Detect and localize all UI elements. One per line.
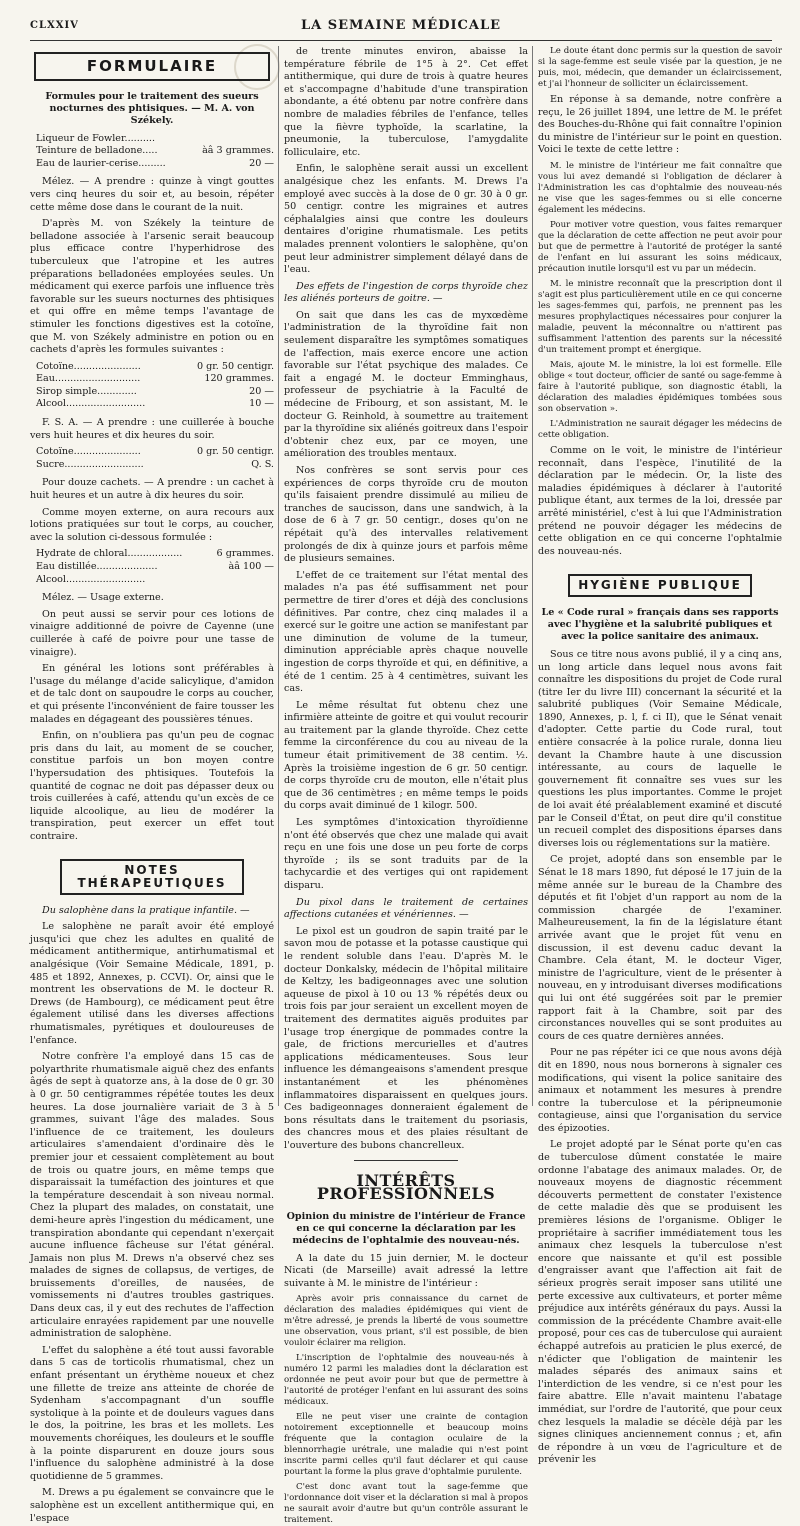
page-number: CLXXIV [30, 19, 79, 31]
quoted-letter: L'Administration ne saurait dégager les médecins de cette obligation. [538, 418, 782, 440]
paragraph: M. Drews a pu également se convaincre que le salophène est un excellent antithermique qui, en l'espace [30, 1487, 274, 1524]
paragraph: Mélez. — A prendre : quinze à vingt gouttes vers cinq heures du soir et, au besoin, répéter cette même dose dans le courant de la nuit. [30, 176, 274, 213]
formula-2 [36, 361, 274, 411]
quoted-letter: M. le ministre de l'intérieur me fait connaître que vous lui avez demandé si l'obligation de déclarer à l'Administration les cas d'ophtalmie des nouveau-nés ne vise que les sages-femmes ou si elle concerne également les médecins. [538, 160, 782, 215]
paragraph: Le pixol est un goudron de sapin traité par le savon mou de potasse et la potasse caustique qui le rendent soluble dans l'eau. D'après M. le docteur Donkalsky, médecin de l'hôpital militaire de Keltzy, les badigeonnages avec une solution aqueuse de pixol à 10 ou 13 % répétés deux ou trois fois par jour seraient un excellent moyen de traitement des dermatites aiguës produites par l'usage trop énergique de pommades contre la gale, de frictions mercurielles et d'autres applications médicamenteuses. Sous leur influence les démangeaisons s'amendent presque instantanément et les phénomènes inflammatoires disparaissent en quelques jours. Ces badigeonnages donneraient également de bons résultats dans le traitement du psoriasis, des chancres mous et des plaies résultant de l'ouverture des bubons chancrelleux. [284, 925, 528, 1151]
formula-line: Liqueur de Fowler.......... [36, 132, 156, 144]
paragraph: On sait que dans les cas de myxœdème l'administration de la thyroïdine fait non seulement disparaître les symptômes somatiques de l'affection, mais exerce encore une action favorable sur l'état psychique des malades. Ce fait a engagé M. le docteur Emminghaus, professeur de psychiatrie à la Faculté de médecine de Fribourg, et son assistant, M. le docteur G. Reinhold, à soumettre au traitement par la thyroïdine six aliénés goitreux dans l'espoir d'obtenir chez eux, par ce moyen, une amélioration des troubles mentaux. [284, 309, 528, 460]
section-heading: Opinion du ministre de l'intérieur de France en ce qui concerne la déclaration par les médecins de l'ophtalmie des nouveau-nés. [286, 1210, 526, 1246]
formula-line: Alcool.......................... [36, 573, 146, 585]
quoted-letter: Après avoir pris connaissance du carnet de déclaration des maladies épidémiques qui vient de m'être adressé, je prends la liberté de vous soumettre une observation, vous priant, s'il est possible, de bien vouloir éclairer ma religion. [284, 1294, 528, 1349]
formula-4 [36, 548, 274, 586]
paragraph: Enfin, le salophène serait aussi un excellent analgésique chez les enfants. M. Drews l'a employé avec succès à la dose de 0 gr. 30 à 0 gr. 50 centigr. contre les migraines et autres céphalalgies ainsi que contre les douleurs dentaires d'origine rhumatismale. Les petits malades prennent volontiers le salophène, qu'on peut leur administrer simplement délayé dans de l'eau. [284, 163, 528, 276]
formula-line: Hydrate de chloral.................. 6 grammes. [36, 548, 274, 560]
quoted-letter: L'inscription de l'ophtalmie des nouveau-nés à numéro 12 parmi les maladies dont la déclaration est ordonnée ne peut avoir pour but que de permettre à l'autorité de protéger l'enfant en lui assurant des soins médicaux. [284, 1353, 528, 1408]
section-heading: Formules pour le traitement des sueurs nocturnes des phtisiques. — M. A. von Székely. [45, 90, 259, 126]
paragraph: Le projet adopté par le Sénat porte qu'en cas de tuberculose dûment constatée le maire ordonne l'abatage des animaux malades. Or, de nouveaux moyens de diagnostic récemment découverts permettent de constater l'existence de cette maladie dès que se produisent les premières lésions de l'organisme. Obliger le propriétaire à sacrifier immédiatement tous les animaux chez lesquels la tuberculose n'est encore que naissante et qu'il est possible d'engraisser avant que l'affection ait fait de sérieux progrès serait imposer sans utilité une perte excessive aux cultivateurs, et porter même préjudice aux intérêts généraux du pays. Aussi la commission de la précédente Chambre avait-elle proposé, pour ces cas de tuberculose qui auraient échappé autrefois au praticien le plus exercé, de n'édicter que l'obligation de maintenir les malades séparés des animaux sains et l'interdiction de les vendre, si ce n'est pour les faire abattre. Elle n'avait maintenu l'abatage immédiat, sur l'ordre de l'autorité, que pour ceux chez lesquels la maladie se décèle déjà par les signes cliniques anciennement connus ; et, afin de répondre à un vœu de l'agriculture et de prévenir les [538, 1139, 782, 1466]
paragraph: Enfin, on n'oubliera pas qu'un peu de cognac pris dans du lait, au moment de se coucher, constitue parfois un bon moyen contre l'hypersudation des phtisiques. Toutefois la quantité de cognac ne doit pas dépasser deux ou trois cuillerées à café, attendu qu'un excès de ce liquide alcoolique, au lieu de modérer la transpiration, peut exercer un effet tout contraire. [30, 730, 274, 842]
paragraph: Le même résultat fut obtenu chez une infirmière atteinte de goitre et qui voulut recourir au traitement par la glande thyroïde. Chez cette femme la circonférence du cou au niveau de la tumeur était primitivement de 38 centim. ½. Après la troisième ingestion de 6 gr. 50 centigr. de corps thyroïde cru de mouton, elle n'était plus que de 36 centimètres ; en même temps le poids du corps avait diminué de 1 kilogr. 500. [284, 699, 528, 812]
formula-line: Sucre.......................... Q. S. [36, 458, 274, 470]
formula-1 [36, 133, 274, 171]
paragraph: L'effet de ce traitement sur l'état mental des malades n'a pas été suffisamment net pour permettre de tirer d'ores et déjà des conclusions définitives. Par contre, chez cinq malades il a exercé sur le goitre une action se manifestant par une diminution de volume de la tumeur, diminution appréciable après chaque nouvelle ingestion de corps thyroïde et qui, en définitive, a été de 1 centim. 25 à 4 centimètres, suivant les cas. [284, 569, 528, 695]
paragraph: En général les lotions sont préférables à l'usage du mélange d'acide salicylique, d'amidon et de talc dont on saupoudre le corps au coucher, et qui présente l'inconvénient de faire tousser les malades en dégageant des poussières ténues. [30, 663, 274, 725]
column-rule-2 [532, 46, 533, 1106]
paragraph: Nos confrères se sont servis pour ces expériences de corps thyroïde cru de mouton qu'ils faisaient prendre dissimulé au milieu de tranches de saucisson, dans une sandwich, à la dose de 6 à 7 gr. 50 centigr., doses qu'on ne répétait qu'à des intervalles relativement prolongés de dix à quinze jours et parfois même de plusieurs semaines. [284, 465, 528, 565]
paragraph: Pour douze cachets. — A prendre : un cachet à huit heures et un autre à dix heures du soir. [30, 477, 274, 502]
interets-professionnels-title: INTÉRÊTS PROFESSIONNELS [316, 1171, 496, 1204]
formula-line: Alcool.......................... 10 — [36, 398, 274, 410]
formula-line: Cotoïne...................... 0 gr. 50 centigr. [36, 360, 274, 372]
paragraph: Mélez. — Usage externe. [42, 592, 164, 604]
paragraph: F. S. A. — A prendre : une cuillerée à bouche vers huit heures et dix heures du soir. [30, 417, 274, 441]
paragraph: Le salophène ne paraît avoir été employé jusqu'ici que chez les adultes en qualité de médicament antithermique, antirhumatismal et analgésique (Voir Semaine Médicale, 1891, p. 485 et 1892, Annexes, p. CCVI). Or, ainsi que le montrent les observations de M. le docteur R. Drews (de Hambourg), ce médicament peut être également utilisé dans les diverses affections rhumatismales, pyrétiques et douloureuses de l'enfance. [30, 921, 274, 1046]
formula-line: Sirop simple............. 20 — [36, 385, 274, 397]
paragraph: Les symptômes d'intoxication thyroïdienne n'ont été observés que chez une malade qui avait reçu en une fois une dose un peu forte de corps thyroïde ; ils se sont traduits par de la tachycardie et des vertiges qui ont rapidement disparu. [284, 817, 528, 891]
formula-line: Teinture de belladone..... àâ 3 grammes. [36, 145, 274, 157]
journal-title: LA SEMAINE MÉDICALE [300, 17, 502, 33]
paragraph: Notre confrère l'a employé dans 15 cas de polyarthrite rhumatismale aiguë chez des enfants âgés de sept à quatorze ans, à la dose de 0 gr. 30 à 0 gr. 50 centigrammes répétée toutes les deux heures. La dose journalière variait de 3 à 5 grammes, suivant l'âge des malades. Sous l'influence de ce traitement, les douleurs articulaires s'amendaient d'ordinaire dès le premier jour et cessaient complètement au bout de trois ou quatre jours, en même temps que disparaissait la tuméfaction des jointures et que la température descendait à son niveau normal. Chez la plupart des malades, on constatait, une demi-heure après l'ingestion du médicament, une transpiration abondante qui cependant n'exerçait aucune influence fâcheuse sur l'état général. Jamais non plus M. Drews n'a observé chez ses malades de signes de collapsus, de vertiges, de bruissements d'oreilles, de nausées, de vomissements ni d'autres troubles gastriques. Dans deux cas, il y eut des rechutes de l'affection articulaire enrayées rapidement par une nouvelle administration de salophène. [30, 1051, 274, 1340]
notes-therapeutiques-title: NOTES THÉRAPEUTIQUES [60, 859, 244, 894]
column-1 [30, 46, 274, 1524]
column-2 [284, 46, 528, 1526]
paragraph: A la date du 15 juin dernier, M. le docteur Nicati (de Marseille) avait adressé la lettre suivante à M. le ministre de l'intérieur : [284, 1252, 528, 1289]
subsection-heading: Du pixol dans le traitement de certaines affections cutanées et vénériennes. — [284, 896, 528, 921]
paragraph: D'après M. von Székely la teinture de belladone associée à l'arsenic serait beaucoup plus efficace contre l'hyperhidrose des tuberculeux que l'atropine et les autres préparations belladonées employées seules. Un médicament qui exerce parfois une influence très favorable sur les sueurs nocturnes des phtisiques et qui offre en même temps l'avantage de stimuler les fonctions digestives est la cotoïne, que M. von Székely administre en potion ou en cachets d'après les formules suivantes : [30, 218, 274, 356]
quoted-letter: Elle ne peut viser une crainte de contagion notoirement exceptionnelle et beaucoup moins fréquente que la contagion oculaire de la blennorrhagie urétrale, une maladie qui n'est point inscrite parmi celles qu'il faut déclarer et qui cause pourtant la forme la plus grave d'ophtalmie purulente. [284, 1412, 528, 1478]
quoted-letter: Pour motiver votre question, vous faites remarquer que la déclaration de cette affection ne peut avoir pour but que de permettre à l'autorité de protéger la santé de l'enfant en lui assurant les soins médicaux, précaution inutile lorsqu'il est vu par un médecin. [538, 219, 782, 274]
formula-line: Eau............................ 120 grammes. [36, 373, 274, 385]
formula-line: Cotoïne...................... 0 gr. 50 centigr. [36, 446, 274, 458]
formula-3 [36, 446, 274, 471]
paragraph: On peut aussi se servir pour ces lotions de vinaigre additionné de poivre de Cayenne (une cuillerée à café de poivre pour une tasse de vinaigre). [30, 608, 274, 658]
column-3 [538, 46, 782, 1466]
subsection-heading: Du salophène dans la pratique infantile. — [42, 904, 250, 916]
quoted-letter: Mais, ajoute M. le ministre, la loi est formelle. Elle oblige « tout docteur, officier de santé ou sage-femme à faire à l'autorité publique, son diagnostic établi, la déclaration des maladies épidémiques tombées sous son observation ». [538, 359, 782, 414]
quoted-letter: Le doute étant donc permis sur la question de savoir si la sage-femme est seule visée par la question, je ne puis, moi, médecin, que demander un éclaircissement, et j'ai l'honneur de solliciter un éclaircissement. [538, 46, 782, 89]
formula-line: Eau de laurier-cerise......... 20 — [36, 157, 274, 169]
paragraph: de trente minutes environ, abaisse la température fébrile de 1°5 à 2°. Cet effet antithermique, qui dure de trois à quatre heures et s'accompagne d'habitude d'une transpiration abondante, a été obtenu par notre confrère dans nombre de maladies fébriles de l'enfance, telles que la fièvre typhoïde, la scarlatine, la pneumonie, la tuberculose, l'amygdalite folliculaire, etc. [284, 46, 528, 158]
column-rule-1 [278, 46, 279, 1106]
paragraph: Ce projet, adopté dans son ensemble par le Sénat le 18 mars 1890, fut déposé le 17 juin de la même année sur le bureau de la Chambre des députés et fit l'objet d'un rapport au nom de la commission chargée de l'examiner. Malheureusement, la fin de la législature étant arrivée avant que le projet fût venu en discussion, il est devenu caduc devant la Chambre. Cela étant, M. le docteur Viger, ministre de l'agriculture, vient de le présenter à nouveau, en y introduisant diverses modifications qui lui ont été suggérées soit par le premier rapport fait à la Chambre, soit par des circonstances nouvelles qui se sont produites au cours de ces quatre dernières années. [538, 854, 782, 1042]
paragraph: L'effet du salophène a été tout aussi favorable dans 5 cas de torticolis rhumatismal, chez un enfant présentant un érythème noueux et chez une fillette de treize ans atteinte de chorée de Sydenham s'accompagnant d'un souffle systolique à la pointe et de douleurs vagues dans le dos, la poitrine, les bras et les mollets. Les mouvements choréiques, les douleurs et le souffle à la pointe disparurent en douze jours sous l'influence du salophène administré à la dose quotidienne de 5 grammes. [30, 1344, 274, 1482]
hygiene-publique-title: HYGIÈNE PUBLIQUE [568, 574, 752, 597]
formulaire-title: FORMULAIRE [34, 52, 270, 81]
paragraph: Sous ce titre nous avons publié, il y a cinq ans, un long article dans lequel nous avons fait connaître les dispositions du projet de Code rural (titre Ier du livre III) concernant la sécurité et la salubrité publiques (Voir Semaine Médicale, 1890, Annexes, p. l, f. ci II), que le Sénat venait d'adopter. Cette partie du Code rural, tout entière consacrée à la police rurale, donna lieu devant la Chambre haute à une discussion intéressante, au cours de laquelle le gouvernement fit connaître ses vues sur les questions les plus importantes. Comme le projet de loi avait été préalablement examiné et discuté par le Conseil d'État, on peut dire qu'il constitue un recueil complet des dispositions éparses dans diverses lois ou réglementations sur la matière. [538, 648, 782, 849]
running-header [30, 10, 772, 41]
separator [354, 1160, 458, 1161]
paragraph: Comme moyen externe, on aura recours aux lotions pratiquées sur tout le corps, au coucher, avec la solution ci-dessous formulée : [30, 506, 274, 543]
formula-line: Eau distillée.................... àâ 100 — [36, 561, 274, 572]
paragraph: Comme on le voit, le ministre de l'intérieur reconnaît, dans l'espèce, l'inutilité de la déclaration par le médecin. Or, la liste des maladies épidémiques à déclarer à l'autorité publique étant, aux termes de la loi, dressée par arrêté ministériel, c'est à lui que l'Administration prétend ne pouvoir dégager les médecins de cette obligation en ce qui concerne l'ophtalmie des nouveau-nés. [538, 444, 782, 557]
paragraph: En réponse à sa demande, notre confrère a reçu, le 26 juillet 1894, une lettre de M. le préfet des Bouches-du-Rhône qui fait connaître l'opinion du ministre de l'intérieur sur le point en question. Voici le texte de cette lettre : [538, 94, 782, 156]
paragraph: Pour ne pas répéter ici ce que nous avons déjà dit en 1890, nous nous bornerons à signaler ces modifications, qui visent la police sanitaire des animaux et notamment les mesures à prendre contre la tuberculose et la péripneumonie contagieuse, ainsi que l'organisation du service des épizooties. [538, 1047, 782, 1134]
quoted-letter: C'est donc avant tout la sage-femme que l'ordonnance doit viser et la déclaration si mal à propos ne saurait avoir d'autre but qu'un contrôle assurant le traitement. [284, 1482, 528, 1526]
quoted-letter: M. le ministre reconnaît que la prescription dont il s'agit est plus particulièrement utile en ce qui concerne les sages-femmes qui, parfois, ne prennent pas les mesures prophylactiques nécessaires pour conjurer la maladie, peuvent la méconnaître ou n'attirent pas suffisamment l'attention des parents sur la nécessité d'un traitement prompt et énergique. [538, 278, 782, 355]
subsection-heading: Des effets de l'ingestion de corps thyroïde chez les aliénés porteurs de goitre. — [284, 280, 528, 305]
section-heading: Le « Code rural » français dans ses rapports avec l'hygiène et la salubrité publiques et avec la police sanitaire des animaux. [541, 606, 779, 642]
